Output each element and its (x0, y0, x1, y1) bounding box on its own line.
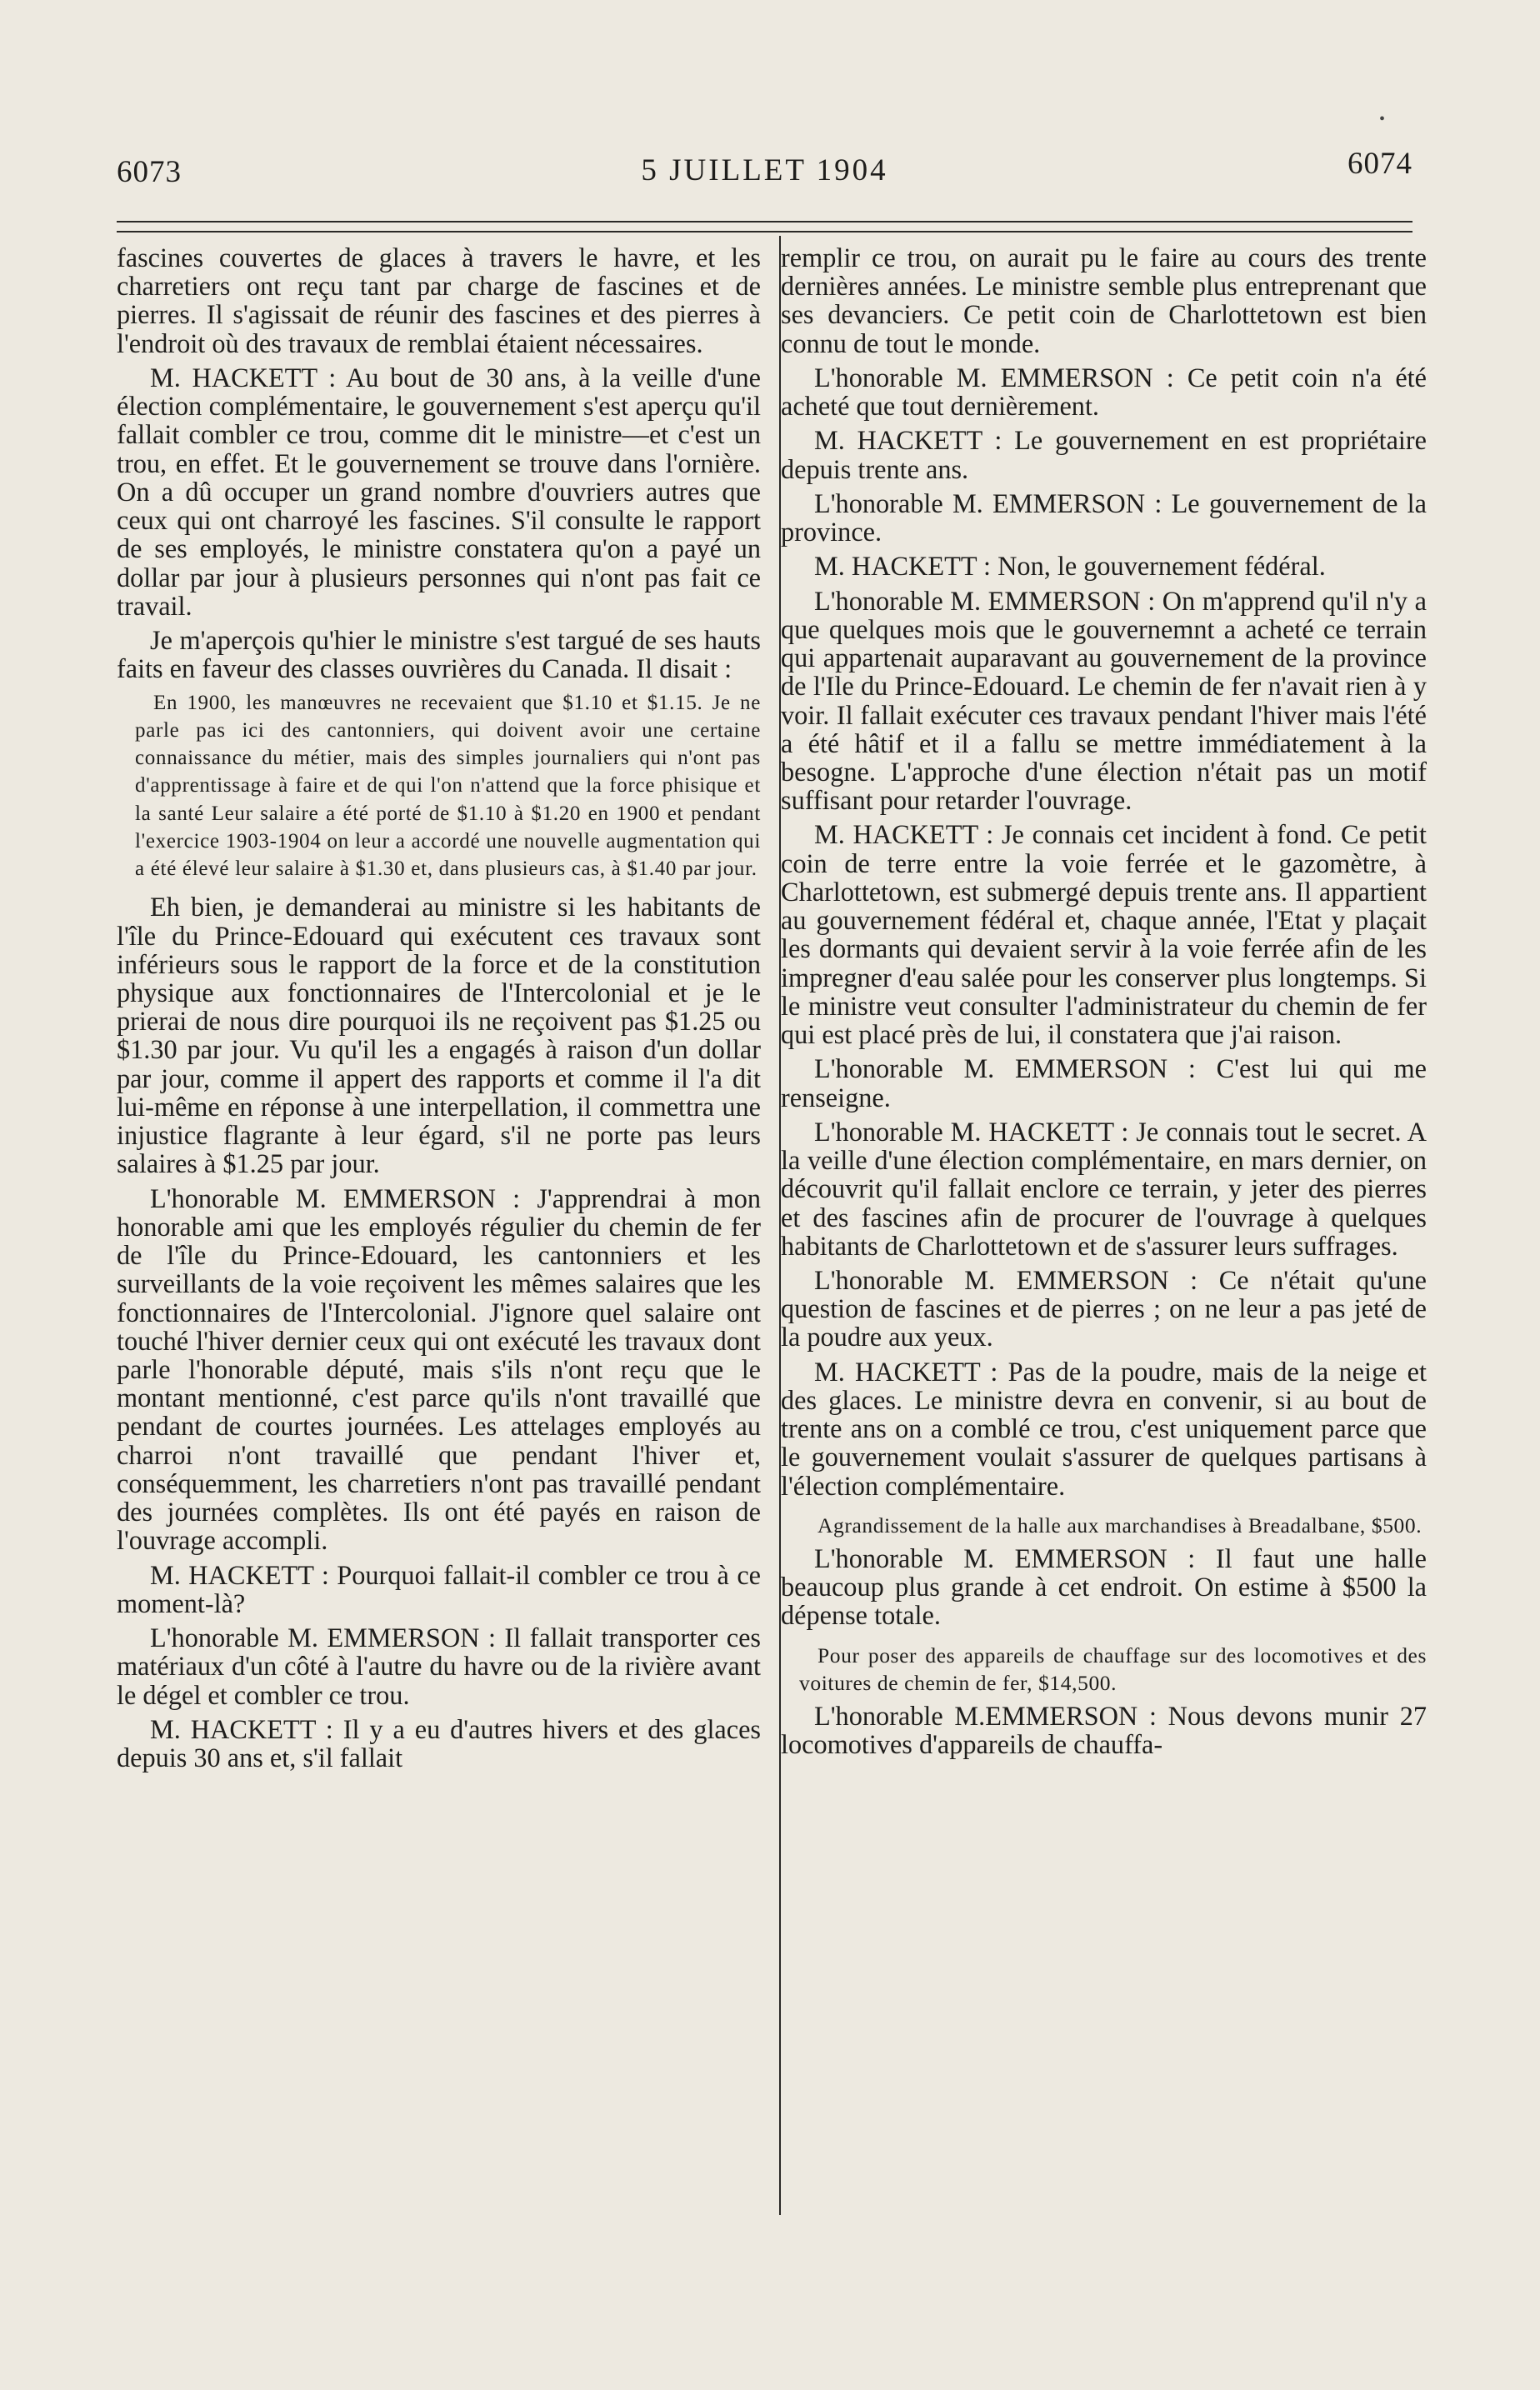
page-header (117, 146, 1412, 196)
paragraph: L'honorable M. EMMERSON : Il faut une halle beaucoup plus grande à cet endroit. On estime à $500 la dépense totale. (781, 1542, 1427, 1631)
paragraph: M. HACKETT : Pas de la poudre, mais de la neige et des glaces. Le ministre devra en convenir, si au bout de trente ans on a comblé ce trou, c'est uniquement parce que le gouvernement voulait s'assurer de quelques partisans à l'élection complémentaire. (781, 1356, 1427, 1501)
paragraph: M. HACKETT : Il y a eu d'autres hivers et des glaces depuis 30 ans et, s'il fallait (117, 1713, 761, 1773)
paragraph: L'honorable M. EMMERSON : Ce petit coin n'a été acheté que tout dernièrement. (781, 362, 1427, 422)
paragraph: remplir ce trou, on aurait pu le faire au cours des trente dernières années. Le ministre semble plus entreprenant que ses devanciers. Ce petit coin de Charlottetown est bien connu de tout le monde. (781, 242, 1427, 358)
paragraph: M. HACKETT : Pourquoi fallait-il combler ce trou à ce moment-là? (117, 1559, 761, 1618)
paragraph: fascines couvertes de glaces à travers le havre, et les charretiers ont reçu tant par charge de fascines et de pierres. Il s'agissait de réunir des fascines et des pierres à l'endroit où des travaux de remblai étaient nécessaires. (117, 242, 761, 358)
header-rule-bottom (117, 231, 1412, 232)
paragraph: L'honorable M. EMMERSON : J'apprendrai à mon honorable ami que les employés régulier du chemin de fer de l'île du Prince-Edouard, les cantonniers et les surveillants de la voie reçoivent les mêmes salaires que les fonctionnaires de l'Intercolonial. J'ignore quel salaire ont touché l'hiver dernier ceux qui ont exécuté les travaux dont parle l'honorable député, mais s'ils n'ont reçu que le montant mentionné, c'est parce qu'ils n'ont travaillé que pendant de courtes journées. Les attelages employés au charroi n'ont travaillé que pendant l'hiver et, conséquemment, les charretiers n'ont pas travaillé pendant des journées complètes. Ils ont été payés en raison de l'ouvrage accompli. (117, 1182, 761, 1556)
paragraph: L'honorable M. EMMERSON : Ce n'était qu'une question de fascines et de pierres ; on ne leur a pas jeté de la poudre aux yeux. (781, 1264, 1427, 1352)
paragraph: Je m'aperçois qu'hier le ministre s'est targué de ses hauts faits en faveur des classes ouvrières du Canada. Il disait : (117, 625, 761, 684)
right-column (781, 243, 1427, 1764)
page-number-left: 6073 (117, 155, 182, 189)
header-rule-top (117, 221, 1412, 222)
budget-item-heading: Pour poser des appareils de chauffage sur des locomotives et des voitures de chemin de fer, $14,500. (799, 1642, 1427, 1695)
paragraph: L'honorable M. EMMERSON : Le gouvernement de la province. (781, 488, 1427, 548)
page-number-right: 6074 (1348, 147, 1412, 181)
paragraph: L'honorable M. EMMERSON : Il fallait transporter ces matériaux d'un côté à l'autre du havre ou de la rivière avant le dégel et combler ce trou. (117, 1622, 761, 1710)
paragraph: L'honorable M. EMMERSON : On m'apprend qu'il n'y a que quelques mois que le gouvernemnt a acheté ce terrain qui appartenait auparavant au gouvernement de la province de l'Ile du Prince-Edouard. Le chemin de fer n'avait rien à y voir. Il fallait exécuter ces travaux pendant l'hiver mais l'été a été hâtif et il a fallu se mettre immédiatement à la besogne. L'approche d'une élection n'était pas un motif suffisant pour retarder l'ouvrage. (781, 585, 1427, 816)
left-column (117, 243, 761, 1778)
paragraph: Eh bien, je demanderai au ministre si les habitants de l'île du Prince-Edouard qui exécutent ces travaux sont inférieurs sous le rapport de la force et de la constitution physique aux fonctionnaires de l'Intercolonial et je le prierai de nous dire pourquoi ils ne reçoivent pas $1.25 ou $1.30 par jour. Vu qu'il les a engagés à raison d'un dollar par jour, comme il appert des rapports et comme il l'a dit lui-même en réponse à une interpellation, il commettra une injustice flagrante à leur égard, s'il ne porte pas leurs salaires à $1.25 par jour. (117, 892, 761, 1179)
paragraph: L'honorable M. EMMERSON : C'est lui qui me renseigne. (781, 1053, 1427, 1112)
paragraph: M. HACKETT : Non, le gouvernement fédéral. (814, 551, 1326, 582)
margin-dot: • (1379, 110, 1386, 128)
block-quote: En 1900, les manœuvres ne recevaient que $1.10 et $1.15. Je ne parle pas ici des cantonniers, qui doivent avoir une certaine connaissance du métier, mais des simples journaliers qui n'ont pas d'apprentissage à faire et de qui l'on n'attend que la force phisique et la santé Leur salaire a été porté de $1.10 à $1.20 en 1900 et pendant l'exercice 1903-1904 on leur a accordé une nouvelle augmentation qui a été élevé leur salaire à $1.30 et, dans plusieurs cas, à $1.40 par jour. (135, 691, 761, 881)
budget-item-heading: Agrandissement de la halle aux marchandises à Breadalbane, $500. (818, 1512, 1422, 1538)
paragraph: L'honorable M.EMMERSON : Nous devons munir 27 locomotives d'appareils de chauffa- (781, 1700, 1427, 1760)
paragraph: M. HACKETT : Le gouvernement en est propriétaire depuis trente ans. (781, 425, 1427, 484)
paragraph: L'honorable M. HACKETT : Je connais tout le secret. A la veille d'une élection complémentaire, en mars dernier, on découvrit qu'il fallait enclore ce terrain, y jeter des pierres et des fascines afin de procurer de l'ouvrage à quelques habitants de Charlottetown et de s'assurer leurs suffrages. (781, 1116, 1427, 1261)
paragraph: M. HACKETT : Je connais cet incident à fond. Ce petit coin de terre entre la voie ferrée et le gazomètre, à Charlottetown, est submergé depuis trente ans. Il appartient au gouvernement fédéral et, chaque année, l'Etat y plaçait les dormants qui devaient servir à la voie ferrée afin de les impregner d'eau salée pour les conserver plus longtemps. Si le ministre veut consulter l'administrateur du chemin de fer qui est placé près de lui, il constatera que j'ai raison. (781, 819, 1427, 1050)
page-date: 5 JUILLET 1904 (641, 153, 888, 188)
paragraph: M. HACKETT : Au bout de 30 ans, à la veille d'une élection complémentaire, le gouvernement s'est aperçu qu'il fallait combler ce trou, comme dit le ministre—et c'est un trou, en effet. Et le gouvernement se trouve dans l'ornière. On a dû occuper un grand nombre d'ouvriers autres que ceux qui ont charroyé les fascines. S'il consulte le rapport de ses employés, le ministre constatera qu'on a payé un dollar par jour à plusieurs personnes qui n'ont pas fait ce travail. (117, 362, 761, 621)
